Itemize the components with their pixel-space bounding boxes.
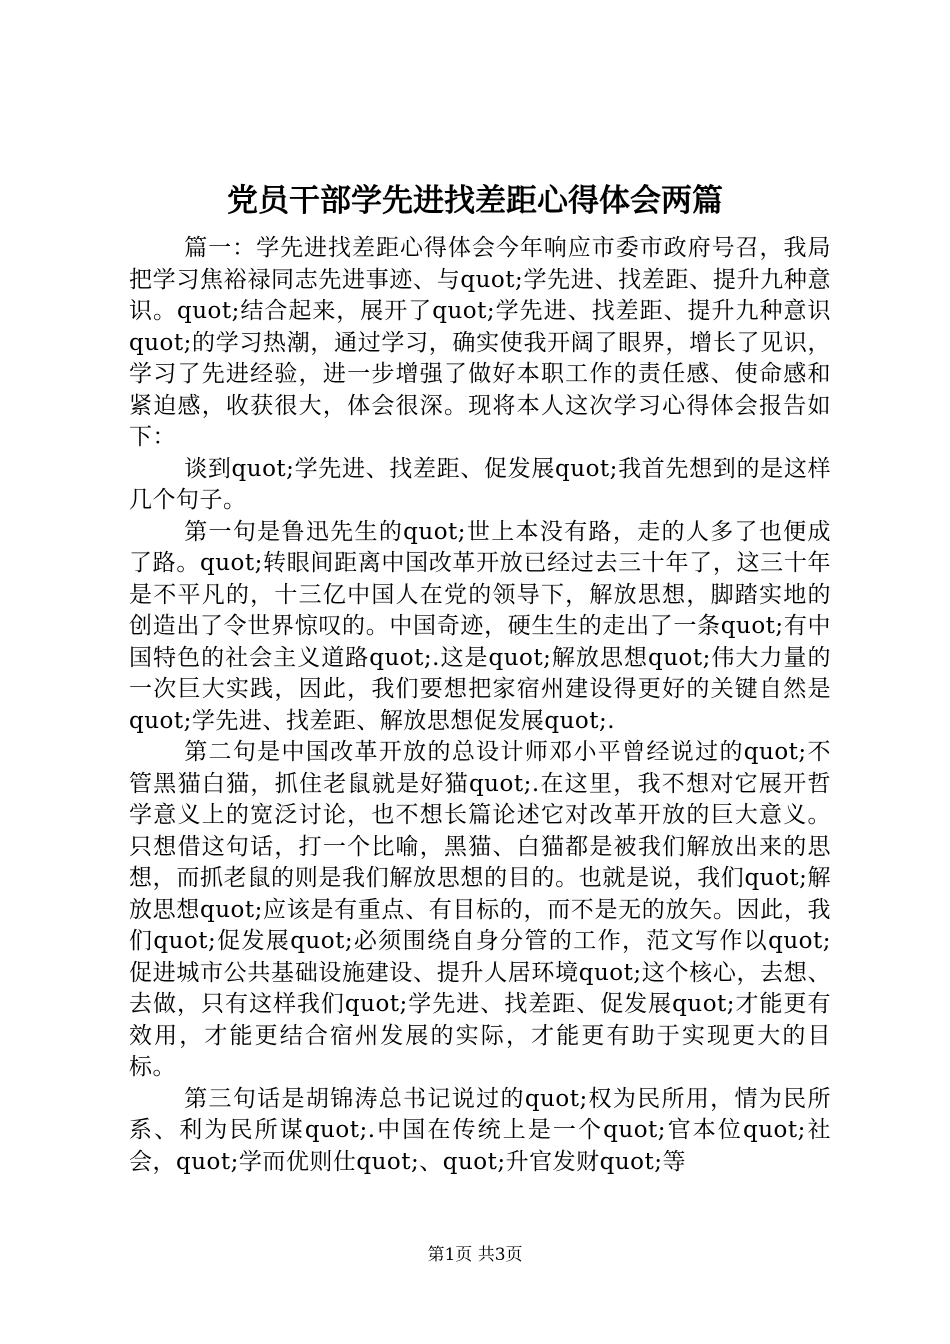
document-title: 党员干部学先进找差距心得体会两篇 — [227, 183, 723, 219]
paragraph-2: 谈到quot;学先进、找差距、促发展quot;我首先想到的是这样几个句子。 — [129, 455, 831, 513]
page-footer: 第1页 共3页 — [427, 1245, 523, 1265]
paragraph-3: 第一句是鲁迅先生的quot;世上本没有路，走的人多了也便成了路。quot;转眼间距离中国改革开放已经过去三十年了，这三十年是不平凡的，十三亿中国人在党的领导下，解放思想，脚踏实地的创造出了令世界惊叹的。中国奇迹，硬生生的走出了一条quot;有中国特色的社会主义道路quot;.这是quot;解放思想quot;伟大力量的一次巨大实践，因此，我们要想把家宿州建设得更好的关键自然是quot;学先进、找差距、解放思想促发展quot;. — [129, 518, 831, 734]
document-body — [129, 233, 831, 1178]
paragraph-1: 篇一：学先进找差距心得体会今年响应市委市政府号召，我局把学习焦裕禄同志先进事迹、与quot;学先进、找差距、提升九种意识。quot;结合起来，展开了quot;学先进、找差距、提升九种意识quot;的学习热潮，通过学习，确实使我开阔了眼界，增长了见识，学习了先进经验，进一步增强了做好本职工作的责任感、使命感和紧迫感，收获很大，体会很深。现将本人这次学习心得体会报告如下： — [129, 235, 831, 450]
paragraph-5: 第三句话是胡锦涛总书记说过的quot;权为民所用，情为民所系、利为民所谋quot;.中国在传统上是一个quot;官本位quot;社会，quot;学而优则仕quot;、quot;升官发财quot;等 — [129, 1085, 831, 1175]
paragraph-4: 第二句是中国改革开放的总设计师邓小平曾经说过的quot;不管黑猫白猫，抓住老鼠就是好猫quot;.在这里，我不想对它展开哲学意义上的宽泛讨论，也不想长篇论述它对改革开放的巨大意义。只想借这句话，打一个比喻，黑猫、白猫都是被我们解放出来的思想，而抓老鼠的则是我们解放思想的目的。也就是说，我们quot;解放思想quot;应该是有重点、有目标的，而不是无的放矢。因此，我们quot;促发展quot;必须围绕自身分管的工作，范文写作以quot;促进城市公共基础设施建设、提升人居环境quot;这个核心，去想、去做，只有这样我们quot;学先进、找差距、促发展quot;才能更有效用，才能更结合宿州发展的实际，才能更有助于实现更大的目标。 — [129, 739, 831, 1080]
